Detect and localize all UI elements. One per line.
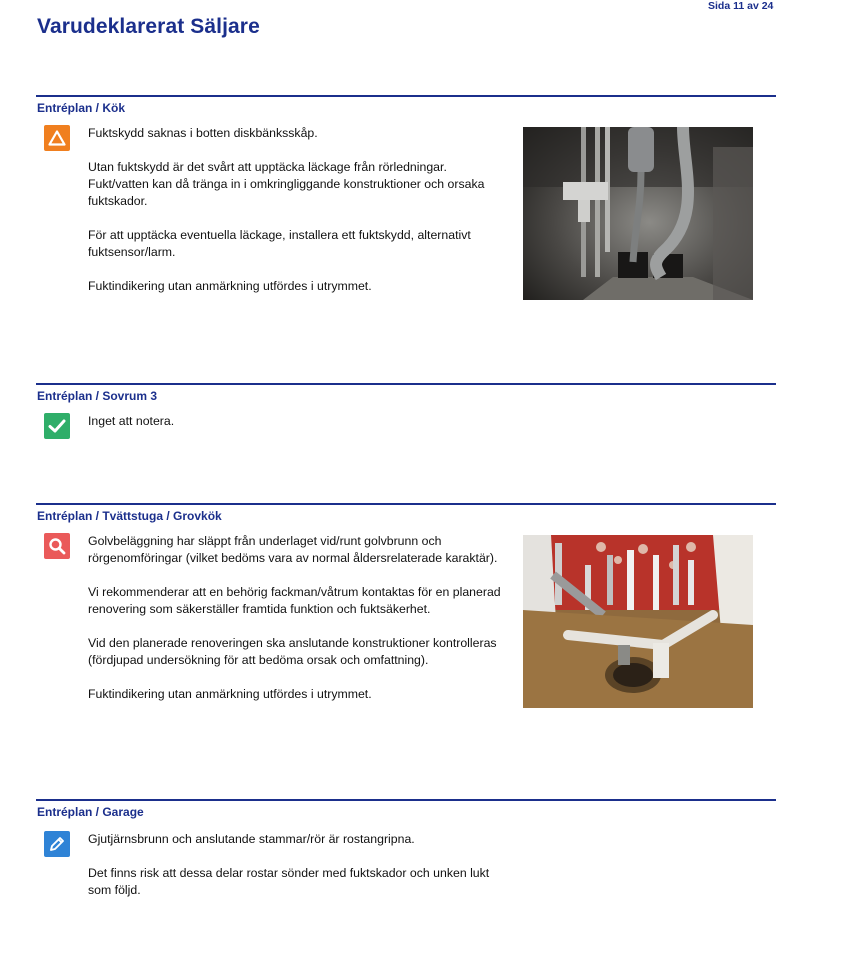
section-divider xyxy=(36,503,776,505)
finding-summary: Fuktskydd saknas i botten diskbänksskåp. xyxy=(88,126,318,140)
finding-paragraph: Vid den planerade renoveringen ska anslutande konstruktioner kontrolleras (fördjupad undersökning för att bedöma orsak och omfattning). xyxy=(88,636,497,667)
finding-summary: Gjutjärnsbrunn och anslutande stammar/rör är rostangripna. xyxy=(88,832,415,846)
magnifier-icon xyxy=(44,533,70,559)
finding-summary: Golvbeläggning har släppt från underlaget vid/runt golvbrunn och rörgenomföringar (vilket bedöms vara av normal åldersrelaterade karaktär). xyxy=(88,534,498,565)
finding-paragraph: Vi rekommenderar att en behörig fackman/våtrum kontaktas för en planerad renovering som säkerställer framtida funktion och fuktsäkerhet. xyxy=(88,585,501,616)
finding-paragraph: För att upptäcka eventuella läckage, installera ett fuktskydd, alternativt fuktsensor/larm. xyxy=(88,228,471,259)
section-tvattstuga-grovkok xyxy=(36,503,776,701)
finding-text xyxy=(88,125,508,312)
finding-paragraph: Fuktindikering utan anmärkning utfördes i utrymmet. xyxy=(88,687,372,701)
finding-paragraph: Fuktindikering utan anmärkning utfördes i utrymmet. xyxy=(88,279,372,293)
warning-icon xyxy=(44,125,70,151)
finding-text xyxy=(88,413,508,447)
section-divider xyxy=(36,95,776,97)
section-heading: Entréplan / Kök xyxy=(37,101,126,115)
floor-drain-pipes-photo xyxy=(523,535,753,708)
section-sovrum-3 xyxy=(36,383,776,428)
section-kok xyxy=(36,95,776,293)
finding-summary: Inget att notera. xyxy=(88,414,175,428)
finding-text xyxy=(88,533,508,720)
finding-text xyxy=(88,831,508,916)
section-garage xyxy=(36,799,776,897)
under-sink-cabinet-photo xyxy=(523,127,753,300)
section-divider xyxy=(36,799,776,801)
pencil-icon xyxy=(44,831,70,857)
finding-paragraph: Det finns risk att dessa delar rostar sönder med fuktskador och unken lukt som följd. xyxy=(88,866,490,897)
page-number: Sida 11 av 24 xyxy=(708,0,774,12)
section-heading: Entréplan / Garage xyxy=(37,805,144,819)
document-title: Varudeklarerat Säljare xyxy=(37,15,260,38)
section-divider xyxy=(36,383,776,385)
section-heading: Entréplan / Tvättstuga / Grovkök xyxy=(37,509,222,523)
checkmark-icon xyxy=(44,413,70,439)
section-heading: Entréplan / Sovrum 3 xyxy=(37,389,158,403)
finding-paragraph: Utan fuktskydd är det svårt att upptäcka läckage från rörledningar. Fukt/vatten kan då tränga in i omkringliggande konstruktioner och orsaka fuktskador. xyxy=(88,160,485,208)
